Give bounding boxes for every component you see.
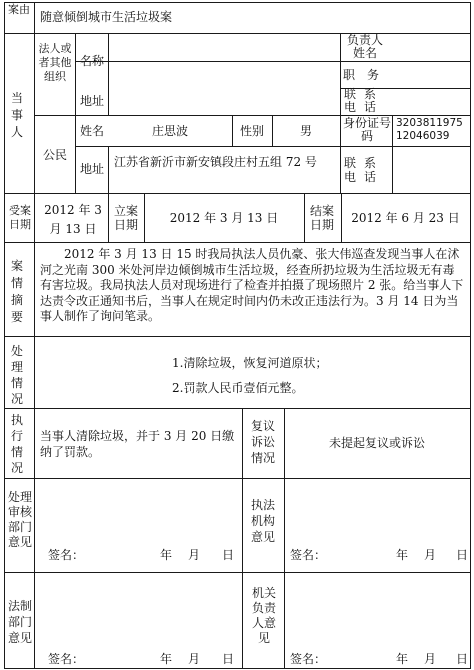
legal-dept-label: 法制部门意见 xyxy=(8,599,33,645)
head-year: 年 xyxy=(396,652,409,666)
citizen-id-label: 身份证号码 xyxy=(342,116,391,143)
case-label: 案由 xyxy=(8,3,30,16)
legal-sign-label: 签名： xyxy=(48,652,85,666)
enforce-sign-label: 签名： xyxy=(290,548,327,562)
summary-text: 2012 年 3 月 13 日 15 时我局执法人员仇豪、张大伟巡查发现当事人在沭河之光南 300 米处河岸边倾倒城市生活垃圾，经查所扔垃圾为生活垃圾无有毒有害垃圾。我局执法人员对现场进行了检查并拍摄了现场照片 2 张。给当事人下达责令改正通知书后，当事人在规定时间内仍未改正违法行为。3 月 14 日为当事人制作了询问笔录。 xyxy=(40,247,464,323)
row-line xyxy=(34,115,471,116)
accept-date-label: 受案日期 xyxy=(9,204,31,231)
close-date-value: 2012 年 6 月 23 日 xyxy=(351,211,460,225)
citizen-phone-label: 联系电话 xyxy=(344,156,385,184)
audit-month: 月 xyxy=(188,548,201,562)
col-line xyxy=(242,408,243,669)
citizen-gender-value: 男 xyxy=(299,124,312,138)
summary-label: 案情摘要 xyxy=(10,259,23,324)
review-label: 复议诉讼情况 xyxy=(250,419,275,465)
execution-label: 执行情况 xyxy=(10,413,23,475)
party-label: 当事人 xyxy=(10,91,23,139)
citizen-address-label: 地址 xyxy=(79,162,104,176)
citizen-name-label: 姓名 xyxy=(79,124,104,138)
audit-dept-label: 处理审核部门意见 xyxy=(8,490,33,549)
enforce-dept-label: 执法机构意见 xyxy=(250,498,275,544)
handling-label: 处理情况 xyxy=(10,344,23,406)
audit-day: 日 xyxy=(222,548,235,562)
accept-date-value: 2012 年 3 月 13 日 xyxy=(44,203,102,236)
head-day: 日 xyxy=(456,652,469,666)
enforce-month: 月 xyxy=(424,548,437,562)
enforce-day: 日 xyxy=(456,548,469,562)
legal-day: 日 xyxy=(222,652,235,666)
col-line xyxy=(304,193,305,243)
org-label: 法人或者其他组织 xyxy=(38,42,72,83)
row-line xyxy=(4,478,471,479)
col-line xyxy=(34,2,35,669)
col-line xyxy=(108,193,109,243)
execution-value: 当事人清除垃圾，并于 3 月 20 日缴纳了罚款。 xyxy=(40,429,235,459)
org-position-label: 职务 xyxy=(343,68,392,82)
org-rep-label: 负责人姓名 xyxy=(346,33,383,60)
legal-year: 年 xyxy=(160,652,173,666)
col-line xyxy=(108,146,109,194)
case-value: 随意倾倒城市生活垃圾案 xyxy=(40,10,173,24)
enforce-year: 年 xyxy=(396,548,409,562)
org-phone-label: 联系电话 xyxy=(344,87,385,114)
row-line xyxy=(75,146,471,147)
handling-line-1: 1.清除垃圾，恢复河道原状； xyxy=(172,356,328,370)
citizen-id-value: 320381197512046039 xyxy=(396,117,463,142)
org-name-label: 名称 xyxy=(79,54,104,68)
close-date-label: 结案日期 xyxy=(309,204,334,232)
frame-top xyxy=(4,2,471,3)
col-line xyxy=(340,33,341,194)
col-line xyxy=(108,33,109,116)
col-line xyxy=(392,115,393,194)
handling-line-2: 2.罚款人民币壹佰元整。 xyxy=(172,381,304,395)
row-line xyxy=(4,408,471,409)
legal-month: 月 xyxy=(188,652,201,666)
filing-date-value: 2012 年 3 月 13 日 xyxy=(169,211,279,225)
citizen-gender-label: 性别 xyxy=(239,124,264,138)
row-line xyxy=(4,336,471,337)
citizen-address-value: 江苏省新沂市新安镇段庄村五组 72 号 xyxy=(114,155,317,169)
review-value: 未提起复议或诉讼 xyxy=(328,436,425,450)
head-month: 月 xyxy=(424,652,437,666)
citizen-label: 公民 xyxy=(42,148,67,162)
row-line xyxy=(4,242,471,243)
org-address-label: 地址 xyxy=(79,94,104,108)
row-line xyxy=(4,572,471,573)
citizen-name-value: 庄思波 xyxy=(151,124,188,138)
filing-date-label: 立案日期 xyxy=(113,204,138,232)
audit-year: 年 xyxy=(160,548,173,562)
audit-sign-label: 签名： xyxy=(48,548,85,562)
row-line xyxy=(75,61,471,62)
head-sign-label: 签名： xyxy=(290,652,327,666)
frame-bottom xyxy=(4,668,471,669)
head-label: 机关负责人意见 xyxy=(252,586,277,645)
